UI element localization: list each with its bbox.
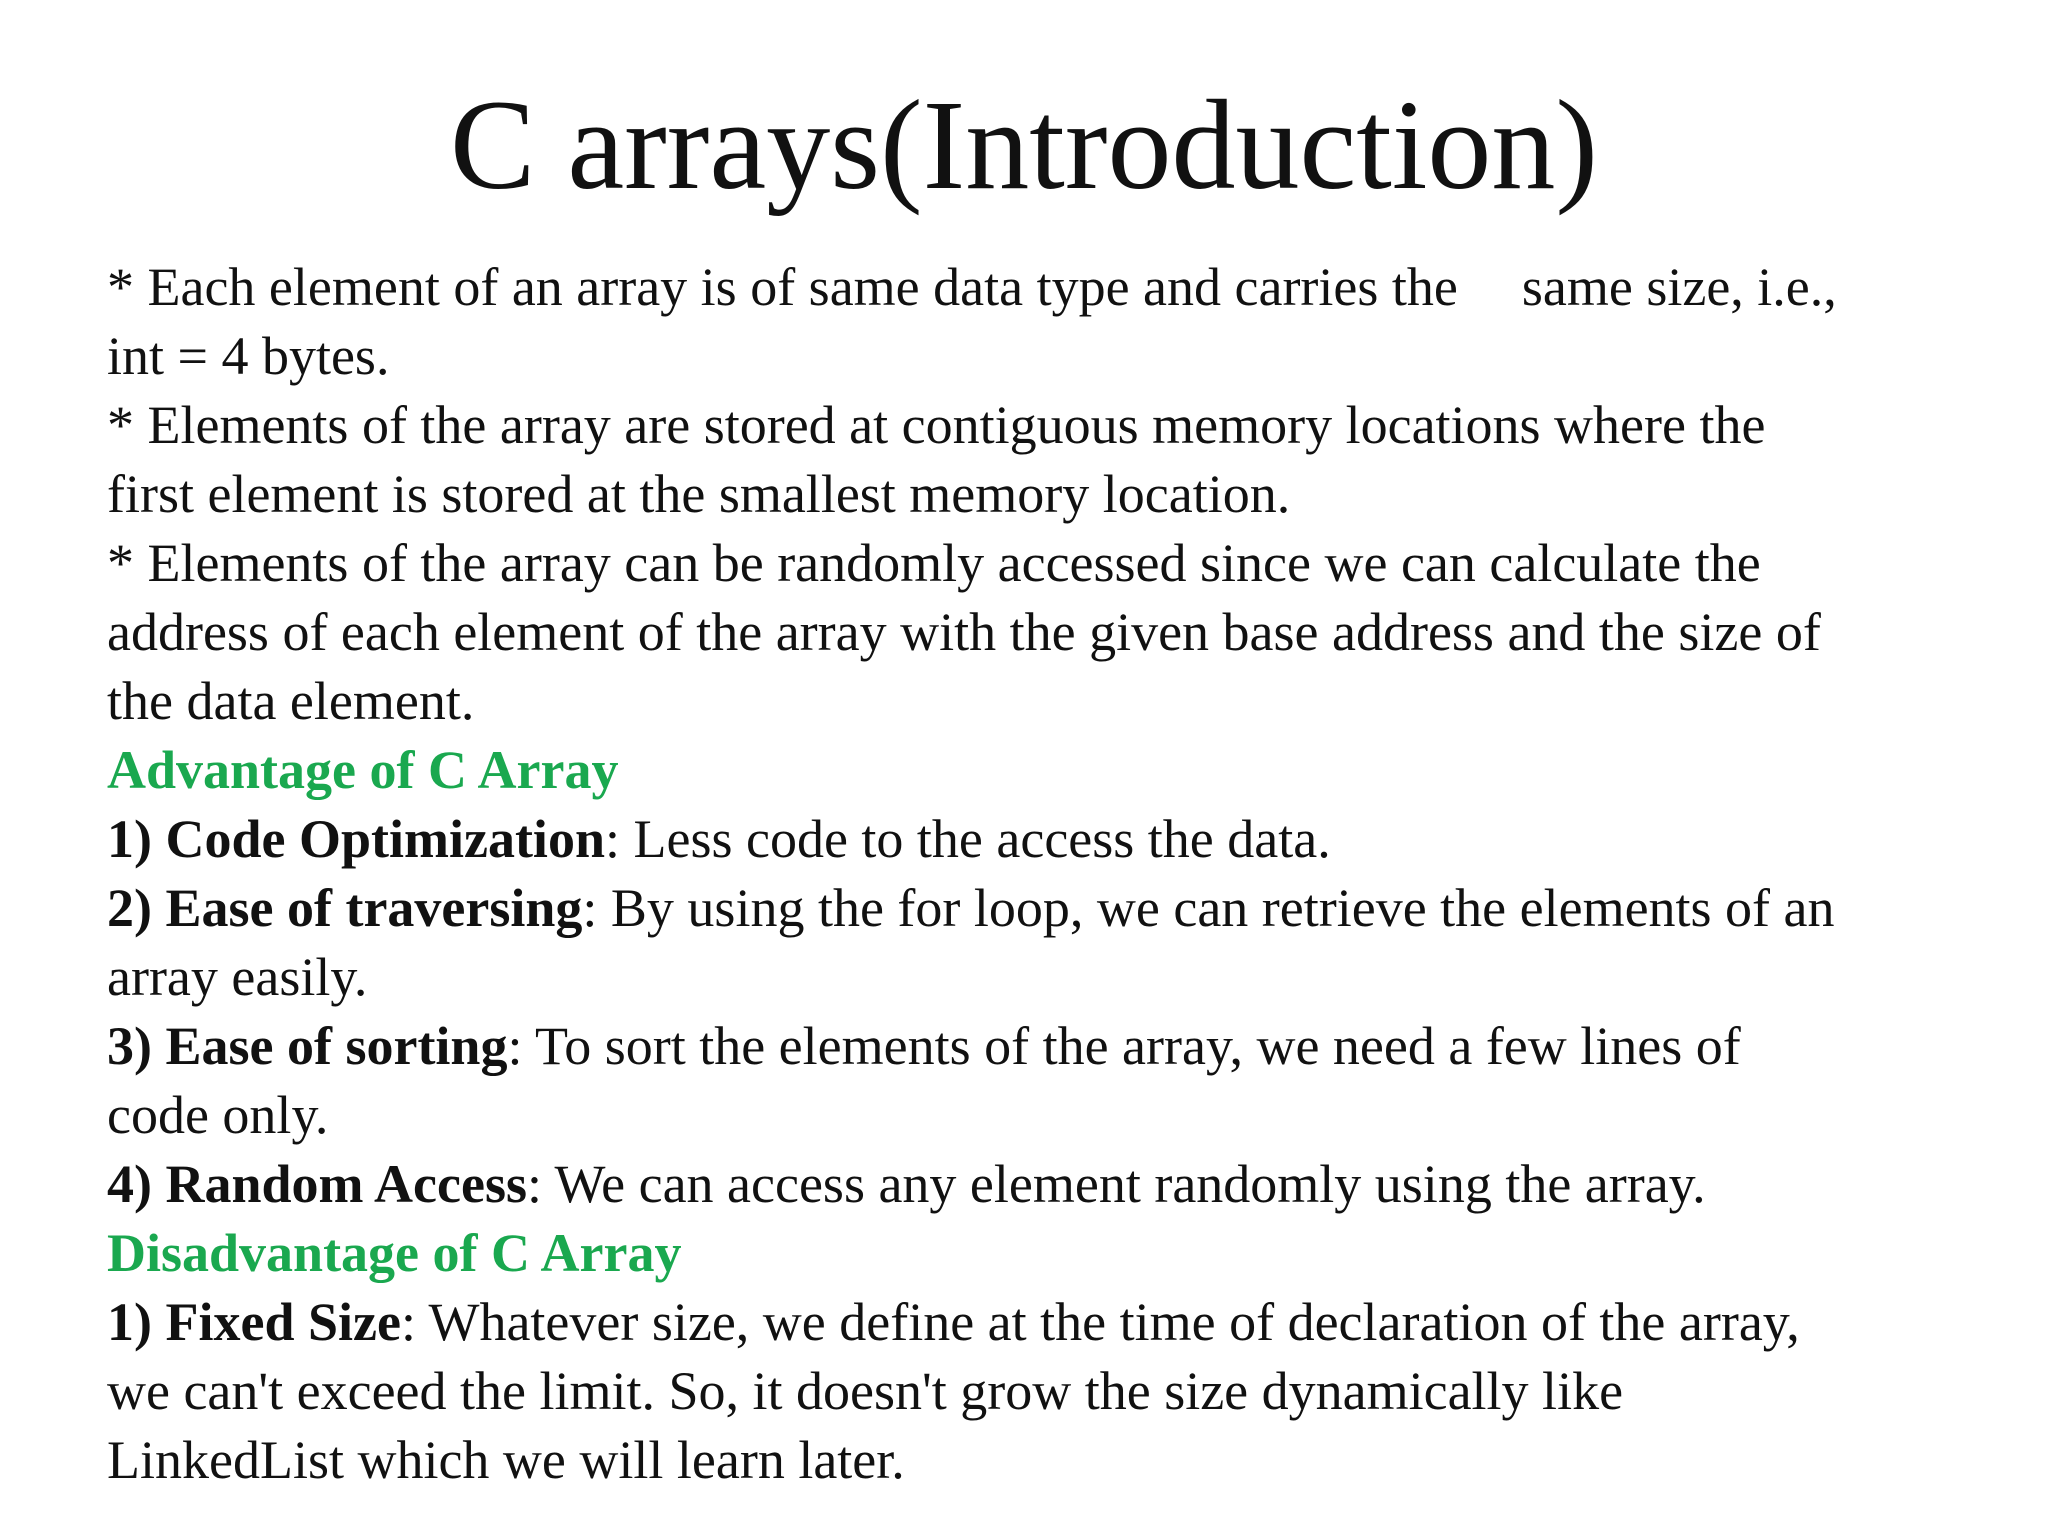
bullet-2-line-1: * Elements of the array are stored at contiguous memory locations where the — [107, 395, 1766, 455]
advantage-item-3-cont: code only. — [107, 1085, 329, 1145]
bullet-3-line-2: address of each element of the array with the given base address and the size of — [107, 602, 1821, 662]
advantage-term: 4) Random Access — [107, 1154, 527, 1214]
disadvantages-heading: Disadvantage of C Array — [107, 1223, 682, 1283]
advantages-heading: Advantage of C Array — [107, 740, 619, 800]
advantage-item-1 — [107, 805, 1987, 874]
advantage-item-2-cont: array easily. — [107, 947, 368, 1007]
page-title: C arrays(Introduction) — [449, 74, 1599, 216]
advantage-desc: : Less code to the access the data. — [604, 809, 1331, 869]
bullet-1-text-a: * Each element of an array is of same data type and carries the — [107, 257, 1458, 317]
disadvantage-item-1-cont-2: LinkedList which we will learn later. — [107, 1430, 905, 1490]
disadvantage-item-1-cont-1: we can't exceed the limit. So, it doesn't grow the size dynamically like — [107, 1361, 1624, 1421]
advantage-term: 2) Ease of traversing — [107, 878, 583, 938]
advantage-item-4 — [107, 1150, 1987, 1219]
slide-body — [107, 253, 1987, 1495]
disadvantage-term: 1) Fixed Size — [107, 1292, 401, 1352]
advantage-item-3 — [107, 1012, 1987, 1081]
bullet-1-text-b: same size, i.e., — [1521, 257, 1837, 317]
bullet-1-line-1 — [107, 253, 1987, 322]
advantage-desc: : To sort the elements of the array, we need a few lines of — [507, 1016, 1741, 1076]
advantage-desc: : By using the for loop, we can retrieve the elements of an — [582, 878, 1835, 938]
bullet-3-line-1: * Elements of the array can be randomly accessed since we can calculate the — [107, 533, 1761, 593]
bullet-3-line-3: the data element. — [107, 671, 475, 731]
advantage-desc: : We can access any element randomly using the array. — [526, 1154, 1706, 1214]
advantage-term: 3) Ease of sorting — [107, 1016, 508, 1076]
advantage-term: 1) Code Optimization — [107, 809, 605, 869]
bullet-2-line-2: first element is stored at the smallest memory location. — [107, 464, 1291, 524]
disadvantage-item-1 — [107, 1288, 1987, 1357]
advantage-item-2 — [107, 874, 1987, 943]
bullet-1-line-2: int = 4 bytes. — [107, 326, 390, 386]
disadvantage-desc: : Whatever size, we define at the time of declaration of the array, — [400, 1292, 1800, 1352]
